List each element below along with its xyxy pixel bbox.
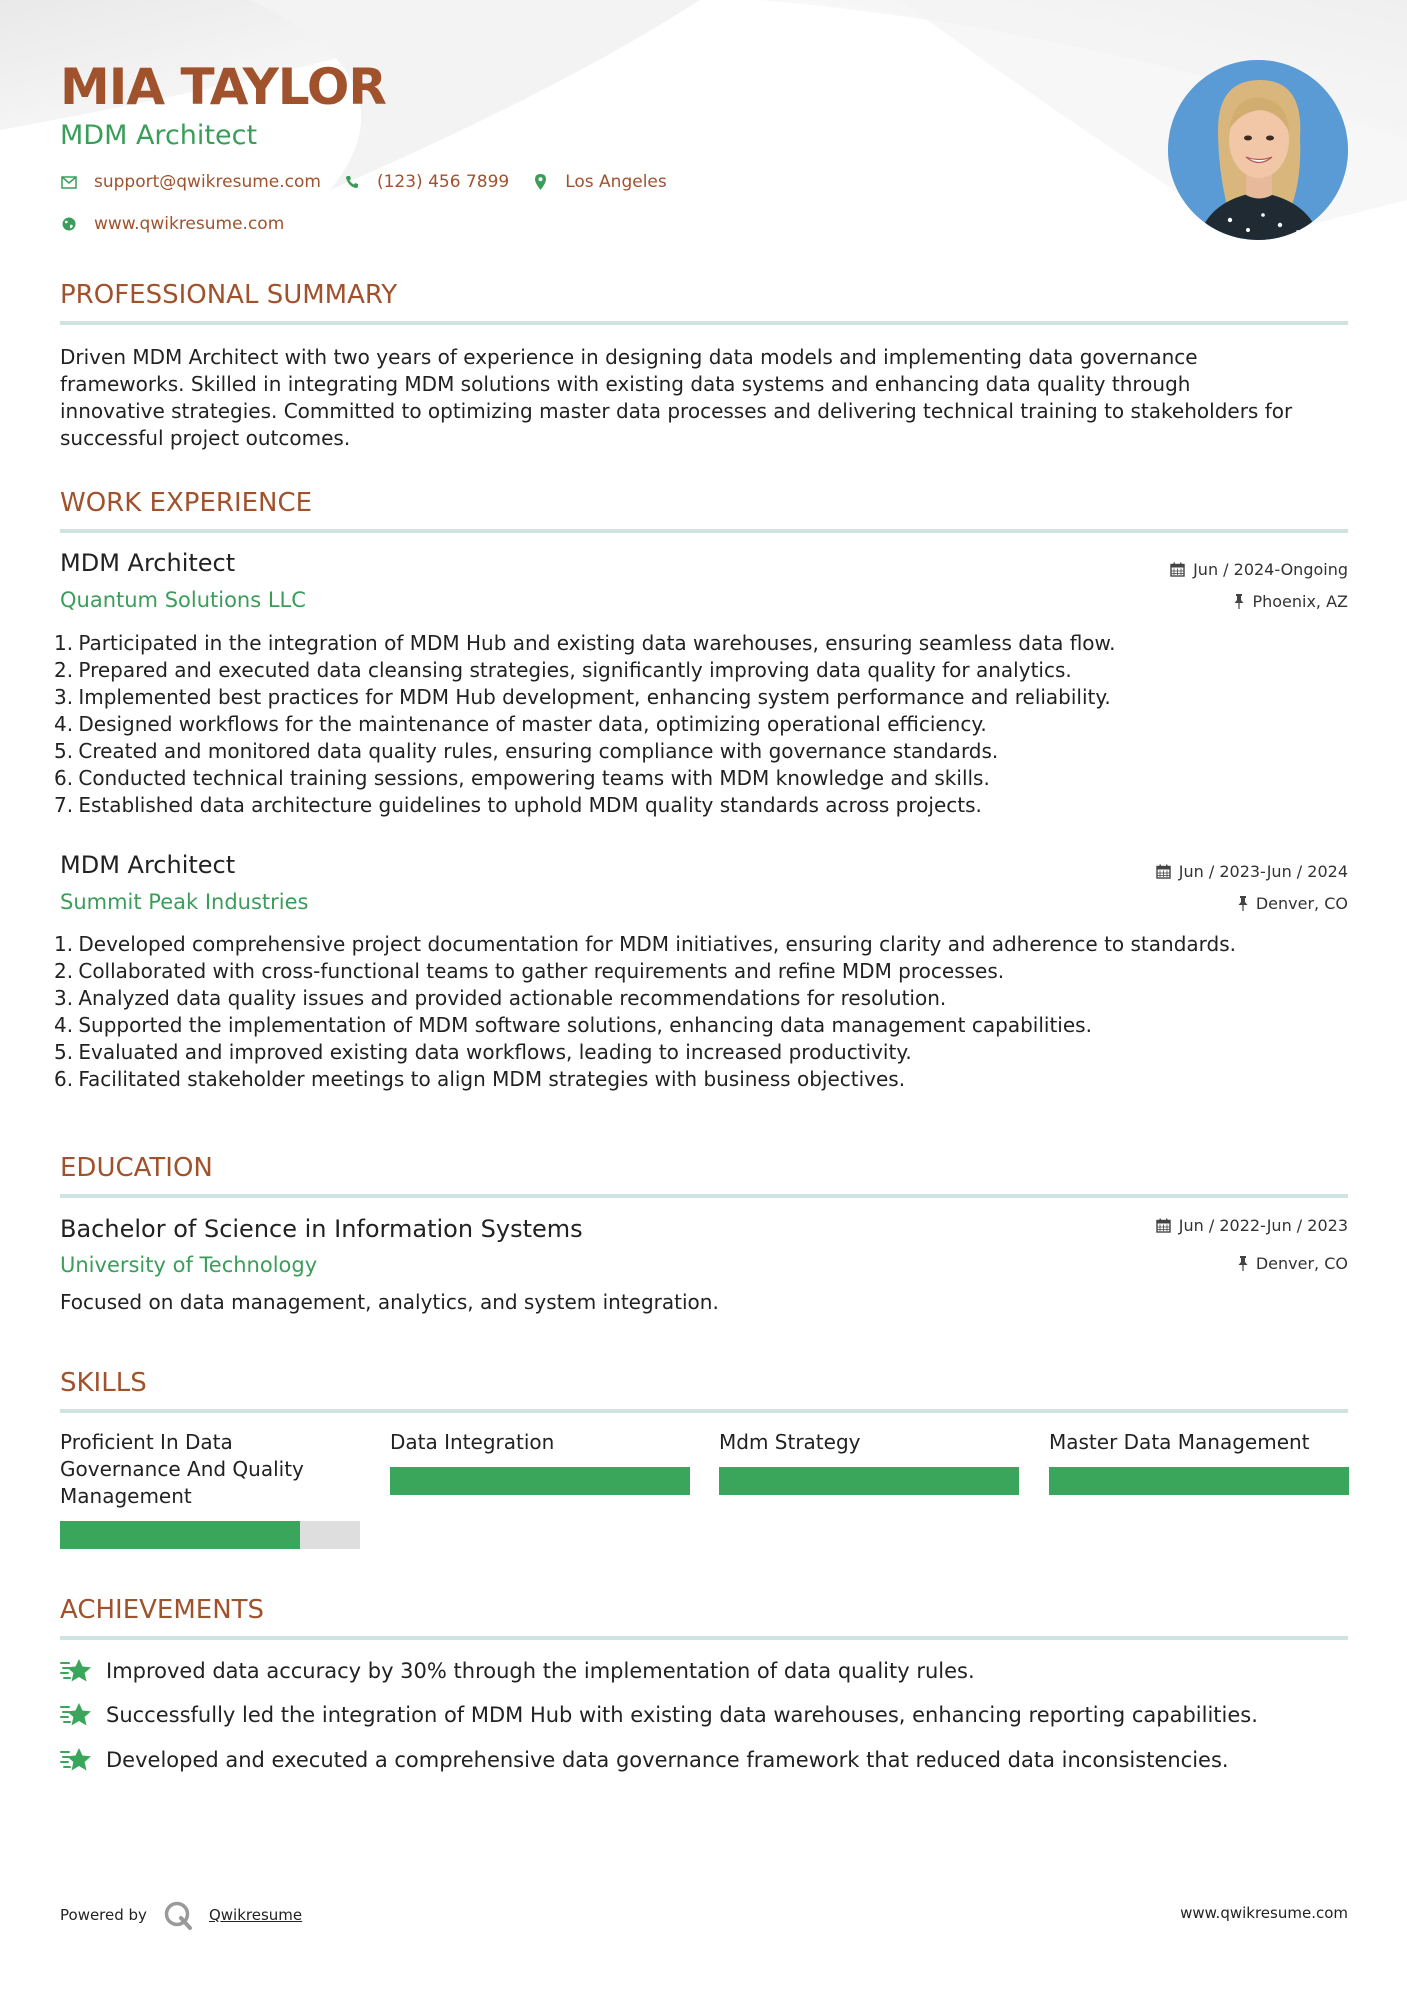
achievement-text: Developed and executed a comprehensive data governance framework that reduced data inconsistencies. bbox=[106, 1748, 1229, 1772]
skills-heading: SKILLS bbox=[60, 1368, 147, 1398]
contact-website[interactable] bbox=[60, 214, 284, 234]
list-item: 1. Developed comprehensive project documentation for MDM initiatives, ensuring clarity and adherence to standards. bbox=[54, 932, 1236, 956]
education-heading: EDUCATION bbox=[60, 1153, 213, 1183]
list-item: 3. Implemented best practices for MDM Hub development, enhancing system performance and reliability. bbox=[54, 685, 1111, 709]
job-location-text: Phoenix, AZ bbox=[1252, 592, 1348, 611]
summary-line: innovative strategies. Committed to optimizing master data processes and delivering technical training to stakeholders for bbox=[60, 399, 1293, 423]
list-item: 4. Designed workflows for the maintenance of master data, optimizing operational efficiency. bbox=[54, 712, 987, 736]
achievement-item bbox=[60, 1658, 975, 1684]
website-text: www.qwikresume.com bbox=[94, 214, 285, 234]
job-dates-text: Jun / 2024-Ongoing bbox=[1193, 560, 1348, 579]
education-location-text: Denver, CO bbox=[1255, 1254, 1348, 1273]
skill-level-fill bbox=[390, 1467, 690, 1495]
list-item: 3. Analyzed data quality issues and provided actionable recommendations for resolution. bbox=[54, 986, 947, 1010]
contact-location bbox=[531, 172, 667, 192]
calendar-icon bbox=[1170, 562, 1185, 577]
job-bullets bbox=[54, 931, 1348, 1093]
job-dates bbox=[1156, 862, 1348, 881]
calendar-icon bbox=[1156, 1218, 1171, 1233]
powered-by-label: Powered by bbox=[60, 1906, 147, 1924]
school-name: University of Technology bbox=[60, 1253, 318, 1277]
contact-email[interactable] bbox=[60, 172, 321, 192]
skill-level-bar bbox=[390, 1467, 690, 1495]
skill-name: Master Data Management bbox=[1049, 1430, 1310, 1454]
pushpin-icon bbox=[1238, 896, 1248, 911]
contact-phone[interactable] bbox=[343, 172, 509, 192]
skill-level-fill bbox=[719, 1467, 1019, 1495]
section-divider bbox=[60, 1194, 1348, 1198]
skill-item bbox=[719, 1429, 1019, 1456]
list-item: 7. Established data architecture guidelines to uphold MDM quality standards across projects. bbox=[54, 793, 982, 817]
job-company: Summit Peak Industries bbox=[60, 890, 309, 914]
education-location bbox=[1238, 1254, 1348, 1273]
skill-level-bar bbox=[60, 1521, 360, 1549]
envelope-icon bbox=[60, 173, 78, 191]
summary-line: successful project outcomes. bbox=[60, 426, 351, 450]
skill-name: Proficient In Data Governance And Quality Management bbox=[60, 1430, 304, 1508]
job-title: MDM Architect bbox=[60, 549, 236, 577]
list-item: 5. Created and monitored data quality rules, ensuring compliance with governance standards. bbox=[54, 739, 999, 763]
skill-level-bar bbox=[719, 1467, 1019, 1495]
summary-line: frameworks. Skilled in integrating MDM solutions with existing data systems and enhancing data quality through bbox=[60, 372, 1191, 396]
pushpin-icon bbox=[1234, 594, 1244, 609]
education-dates bbox=[1156, 1216, 1348, 1235]
candidate-name: MIA TAYLOR bbox=[60, 58, 386, 116]
summary-line: Driven MDM Architect with two years of experience in designing data models and implementing data governance bbox=[60, 345, 1198, 369]
job-dates-text: Jun / 2023-Jun / 2024 bbox=[1178, 862, 1348, 881]
skill-item bbox=[60, 1429, 360, 1510]
skill-level-fill bbox=[60, 1521, 300, 1549]
achievement-text: Successfully led the integration of MDM Hub with existing data warehouses, enhancing reporting capabilities. bbox=[106, 1703, 1258, 1727]
location-text: Los Angeles bbox=[565, 172, 667, 192]
section-divider bbox=[60, 321, 1348, 325]
achievement-text: Improved data accuracy by 30% through the implementation of data quality rules. bbox=[106, 1659, 975, 1683]
list-item: 2. Collaborated with cross-functional teams to gather requirements and refine MDM processes. bbox=[54, 959, 1005, 983]
profile-photo bbox=[1168, 60, 1348, 240]
education-description: Focused on data management, analytics, and system integration. bbox=[60, 1290, 719, 1314]
summary-paragraph bbox=[60, 344, 1348, 452]
achievement-item bbox=[60, 1747, 1229, 1773]
job-location-text: Denver, CO bbox=[1255, 894, 1348, 913]
list-item: 6. Conducted technical training sessions, empowering teams with MDM knowledge and skills. bbox=[54, 766, 990, 790]
email-text: support@qwikresume.com bbox=[94, 172, 321, 192]
contact-row-website bbox=[60, 214, 306, 234]
job-location bbox=[1238, 894, 1348, 913]
list-item: 1. Participated in the integration of MDM Hub and existing data warehouses, ensuring seamless data flow. bbox=[54, 631, 1116, 655]
job-location bbox=[1234, 592, 1348, 611]
list-item: 4. Supported the implementation of MDM software solutions, enhancing data management capabilities. bbox=[54, 1013, 1092, 1037]
star-rating-icon bbox=[60, 1702, 94, 1728]
calendar-icon bbox=[1156, 864, 1171, 879]
footer-powered-by bbox=[60, 1900, 302, 1930]
degree-title: Bachelor of Science in Information Systems bbox=[60, 1215, 583, 1243]
job-bullets bbox=[54, 630, 1348, 819]
summary-heading: PROFESSIONAL SUMMARY bbox=[60, 280, 398, 310]
achievement-item bbox=[60, 1702, 1258, 1728]
list-item: 6. Facilitated stakeholder meetings to align MDM strategies with business objectives. bbox=[54, 1067, 906, 1091]
achievements-heading: ACHIEVEMENTS bbox=[60, 1595, 265, 1625]
map-marker-icon bbox=[531, 173, 549, 191]
footer-url[interactable]: www.qwikresume.com bbox=[1180, 1904, 1348, 1922]
skill-name: Data Integration bbox=[390, 1430, 555, 1454]
section-divider bbox=[60, 1636, 1348, 1640]
job-company: Quantum Solutions LLC bbox=[60, 588, 306, 612]
list-item: 2. Prepared and executed data cleansing strategies, significantly improving data quality for analytics. bbox=[54, 658, 1072, 682]
skill-name: Mdm Strategy bbox=[719, 1430, 861, 1454]
skill-item bbox=[390, 1429, 690, 1456]
section-divider bbox=[60, 529, 1348, 533]
job-title: MDM Architect bbox=[60, 851, 236, 879]
pushpin-icon bbox=[1238, 1256, 1248, 1271]
candidate-title: MDM Architect bbox=[60, 120, 258, 151]
section-divider bbox=[60, 1409, 1348, 1413]
qwikresume-logo-icon bbox=[163, 1900, 193, 1930]
phone-text: (123) 456 7899 bbox=[376, 172, 510, 192]
experience-heading: WORK EXPERIENCE bbox=[60, 488, 313, 518]
skill-level-fill bbox=[1049, 1467, 1349, 1495]
brand-link[interactable]: Qwikresume bbox=[208, 1906, 303, 1924]
list-item: 5. Evaluated and improved existing data workflows, leading to increased productivity. bbox=[54, 1040, 912, 1064]
star-rating-icon bbox=[60, 1658, 94, 1684]
job-dates bbox=[1170, 560, 1348, 579]
globe-icon bbox=[60, 215, 78, 233]
contact-row bbox=[60, 172, 689, 192]
skill-item bbox=[1049, 1429, 1349, 1456]
star-rating-icon bbox=[60, 1747, 94, 1773]
phone-icon bbox=[343, 173, 361, 191]
skill-level-bar bbox=[1049, 1467, 1349, 1495]
education-dates-text: Jun / 2022-Jun / 2023 bbox=[1178, 1216, 1348, 1235]
